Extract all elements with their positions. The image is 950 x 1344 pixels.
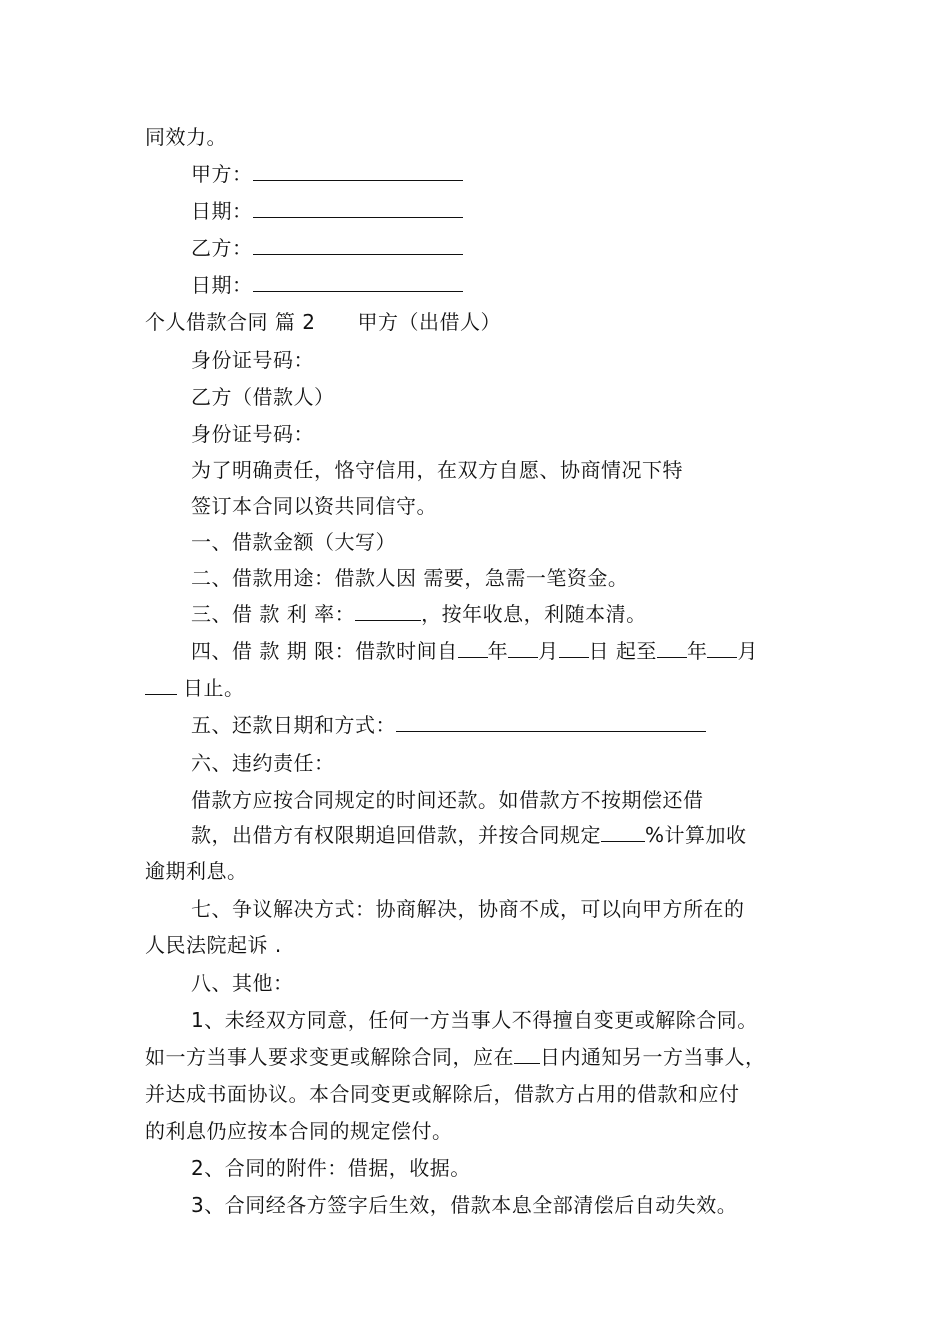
clause-5 xyxy=(191,712,706,738)
text-line: 为了明确责任，恪守信用，在双方自愿、协商情况下特 xyxy=(191,458,683,482)
clause-4-cont xyxy=(145,675,245,701)
clause-8: 八、其他： xyxy=(191,971,294,995)
text-line: 逾期利息。 xyxy=(145,859,248,883)
text-line xyxy=(191,822,747,848)
signature-label: 日期： xyxy=(191,273,253,297)
clause-text: ，按年收息，利随本清。 xyxy=(421,602,647,626)
blank-field[interactable] xyxy=(657,638,687,658)
text-line: 的利息仍应按本合同的规定偿付。 xyxy=(145,1119,453,1143)
text-line: 身份证号码： xyxy=(191,348,314,372)
blank-field[interactable] xyxy=(396,712,706,732)
blank-field[interactable] xyxy=(707,638,737,658)
text-line: 并达成书面协议。本合同变更或解除后，借款方占用的借款和应付 xyxy=(145,1082,740,1106)
clause-text: 月 xyxy=(538,639,559,663)
text-line xyxy=(145,1044,766,1070)
clause-text: 如一方当事人要求变更或解除合同，应在 xyxy=(145,1045,514,1069)
clause-text: 五、还款日期和方式： xyxy=(191,713,396,737)
clause-1: 一、借款金额（大写） xyxy=(191,530,396,554)
signature-label: 甲方： xyxy=(191,162,253,186)
text-line: 乙方（借款人） xyxy=(191,385,335,409)
blank-field[interactable] xyxy=(601,822,645,842)
clause-7: 七、争议解决方式：协商解决，协商不成，可以向甲方所在的 xyxy=(191,897,745,921)
signature-party-b xyxy=(191,235,463,261)
text-line: 人民法院起诉 . xyxy=(145,933,282,957)
clause-text: 三、借 款 利 率： xyxy=(191,602,356,626)
section-heading xyxy=(145,309,501,335)
blank-field[interactable] xyxy=(355,601,421,621)
blank-field[interactable] xyxy=(253,272,463,292)
clause-text: 四、借 款 期 限：借款时间自 xyxy=(191,639,458,663)
clause-text: 月 xyxy=(737,639,758,663)
blank-field[interactable] xyxy=(145,675,177,695)
text-line: 借款方应按合同规定的时间还款。如借款方不按期偿还借 xyxy=(191,788,704,812)
clause-text: 款，出借方有权限期追回借款，并按合同规定 xyxy=(191,823,601,847)
clause-text: 日止。 xyxy=(183,676,245,700)
blank-field[interactable] xyxy=(458,638,488,658)
clause-text: %计算加收 xyxy=(645,823,747,847)
signature-label: 日期： xyxy=(191,199,253,223)
blank-field[interactable] xyxy=(253,161,463,181)
text-line: 1、未经双方同意，任何一方当事人不得擅自变更或解除合同。 xyxy=(191,1008,758,1032)
text-line: 2、合同的附件：借据，收据。 xyxy=(191,1156,471,1180)
text-line: 身份证号码： xyxy=(191,422,314,446)
blank-field[interactable] xyxy=(253,235,463,255)
signature-date-a xyxy=(191,198,463,224)
text-line: 签订本合同以资共同信守。 xyxy=(191,494,437,518)
signature-label: 乙方： xyxy=(191,236,253,260)
clause-text: 日内通知另一方当事人， xyxy=(540,1045,766,1069)
clause-text: 日 起至 xyxy=(588,639,657,663)
text-line: 同效力。 xyxy=(145,125,227,149)
clause-text: 年 xyxy=(686,639,708,663)
blank-field[interactable] xyxy=(514,1044,540,1064)
clause-6: 六、违约责任： xyxy=(191,751,335,775)
blank-field[interactable] xyxy=(559,638,589,658)
clause-4 xyxy=(191,638,758,664)
blank-field[interactable] xyxy=(253,198,463,218)
text-line: 3、合同经各方签字后生效，借款本息全部清偿后自动失效。 xyxy=(191,1193,738,1217)
signature-party-a xyxy=(191,161,463,187)
clause-3 xyxy=(191,601,647,627)
clause-2: 二、借款用途：借款人因 需要，急需一笔资金。 xyxy=(191,566,629,590)
section-title: 个人借款合同 篇 2 xyxy=(145,310,316,334)
party-a-heading: 甲方（出借人） xyxy=(357,310,501,334)
clause-text: 年 xyxy=(487,639,509,663)
signature-date-b xyxy=(191,272,463,298)
blank-field[interactable] xyxy=(508,638,538,658)
